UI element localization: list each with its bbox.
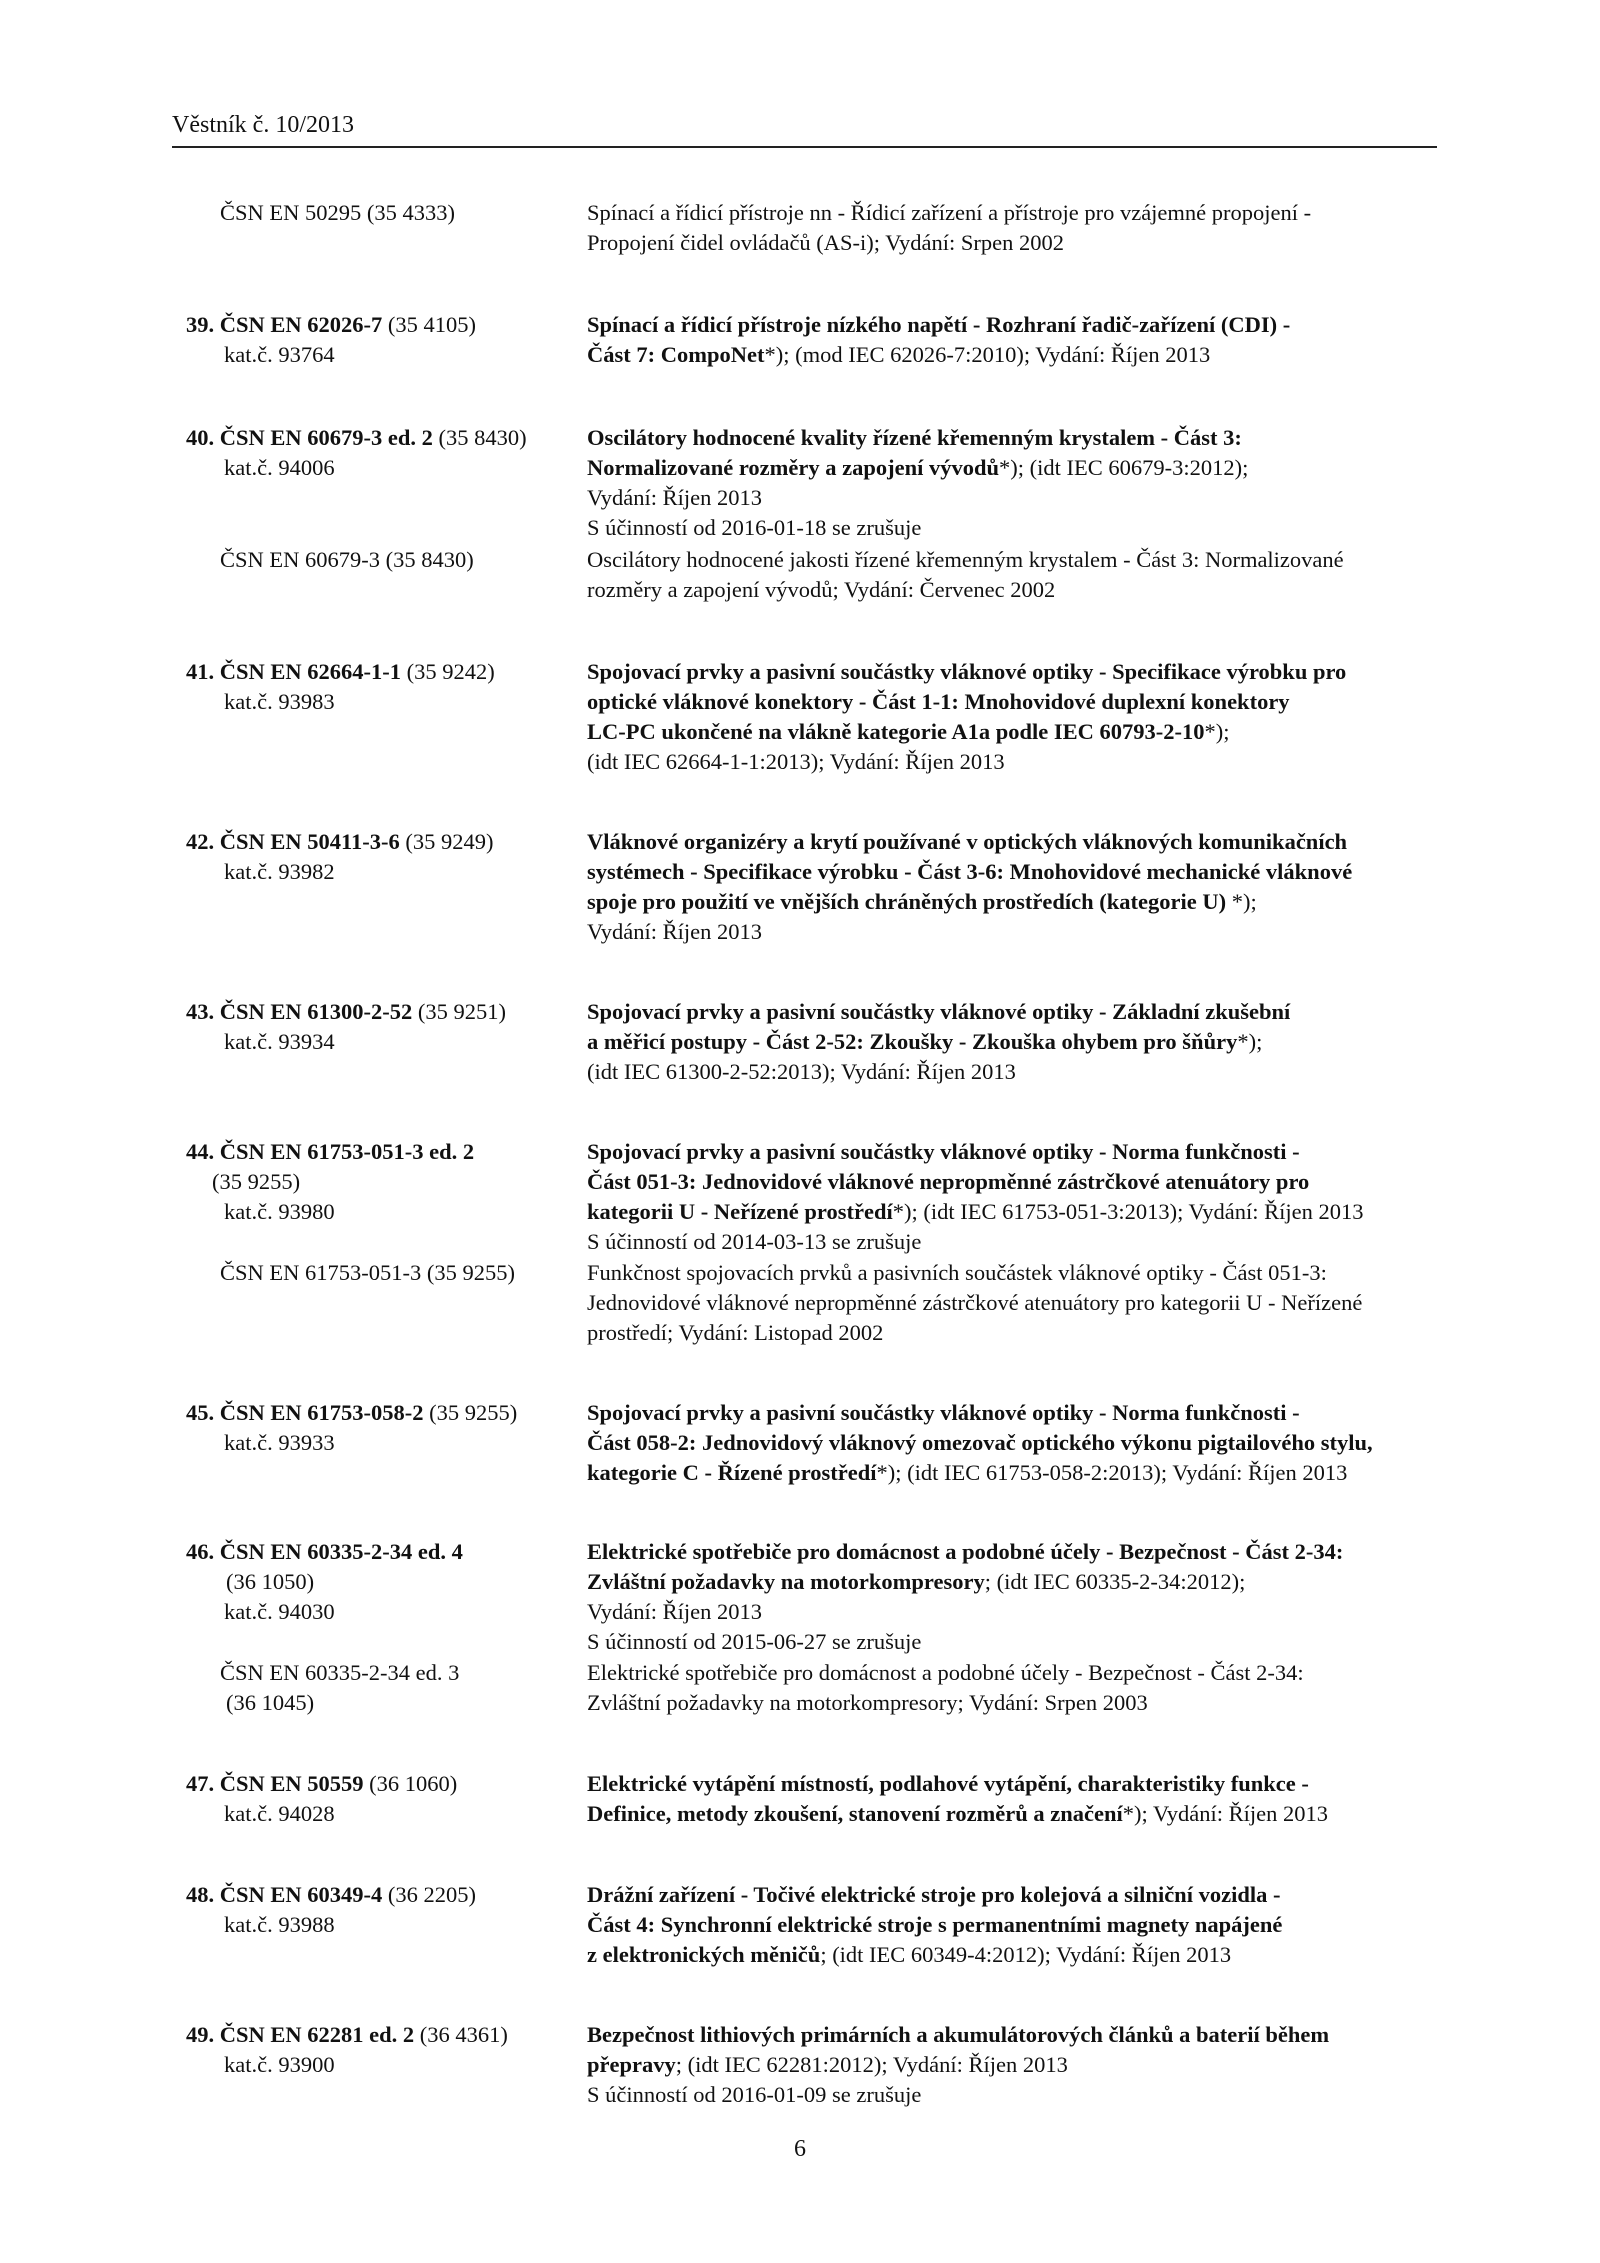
standard-info: *); Vydání: Říjen 2013 — [1122, 1801, 1328, 1826]
withdrawal-note: S účinností od 2016-01-18 se zrušuje — [587, 515, 922, 540]
class-code: (36 4361) — [419, 2022, 508, 2047]
entry-left — [186, 1137, 566, 1227]
page-number: 6 — [794, 2136, 806, 2162]
standard-title-line: Jednovidové vláknové nepropměnné zástrčkové atenuátory pro kategorii U - Neřízené — [587, 1290, 1363, 1315]
issue-date: Vydání: Říjen 2013 — [587, 485, 762, 510]
entry-left — [186, 2020, 566, 2080]
standard-title-line: a měřicí postupy - Část 2-52: Zkoušky - Zkouška ohybem pro šňůry — [587, 1029, 1238, 1054]
catalog-number: kat.č. 93900 — [224, 2052, 335, 2077]
issue-date: Vydání: Říjen 2013 — [587, 919, 762, 944]
entry-number: 48. — [186, 1882, 215, 1907]
issue-date: Vydání: Říjen 2013 — [587, 1599, 762, 1624]
standard-info: *); (idt IEC 61753-051-3:2013); Vydání: Říjen 2013 — [892, 1199, 1364, 1224]
class-code: (35 9242) — [406, 659, 495, 684]
entry-right — [587, 2020, 1447, 2110]
entry-left — [186, 997, 566, 1057]
catalog-number: kat.č. 93983 — [224, 689, 335, 714]
standard-title-line: Drážní zařízení - Točivé elektrické stroje pro kolejová a silniční vozidla - — [587, 1882, 1281, 1907]
entry-right — [587, 657, 1447, 777]
standard-title-line: Propojení čidel ovládačů (AS-i); Vydání: Srpen 2002 — [587, 230, 1065, 255]
entry-right — [587, 1769, 1447, 1829]
entry-number: 41. — [186, 659, 215, 684]
standard-title-line: kategorii U - Neřízené prostředí — [587, 1199, 893, 1224]
standard-code: ČSN EN 61753-051-3 (35 9255) — [220, 1260, 515, 1285]
standard-info: (idt IEC 62664-1-1:2013); Vydání: Říjen 2013 — [587, 749, 1005, 774]
standard-title-line: LC-PC ukončené na vlákně kategorie A1a podle IEC 60793-2-10 — [587, 719, 1205, 744]
standard-info: ; (idt IEC 62281:2012); Vydání: Říjen 2013 — [675, 2052, 1068, 2077]
class-code: (36 1045) — [226, 1690, 315, 1715]
standard-code: ČSN EN 60335-2-34 ed. 4 — [219, 1539, 463, 1564]
entry-number: 45. — [186, 1400, 215, 1425]
standard-title-line: Zvláštní požadavky na motorkompresory — [587, 1569, 985, 1594]
standard-title-line: Část 051-3: Jednovidové vláknové nepropměnné zástrčkové atenuátory pro — [587, 1169, 1310, 1194]
standard-code: ČSN EN 61753-051-3 ed. 2 — [219, 1139, 475, 1164]
entry-number: 47. — [186, 1771, 215, 1796]
catalog-number: kat.č. 93982 — [224, 859, 335, 884]
standard-code: ČSN EN 60679-3 (35 8430) — [220, 547, 474, 572]
entry-number: 39. — [186, 312, 215, 337]
class-code: (35 9251) — [417, 999, 507, 1024]
entry-number: 40. — [186, 425, 215, 450]
entry-right — [587, 545, 1447, 605]
standard-title-line: Elektrické spotřebiče pro domácnost a podobné účely - Bezpečnost - Část 2-34: — [587, 1539, 1344, 1564]
standard-code: ČSN EN 60349-4 — [219, 1882, 383, 1907]
standard-code: ČSN EN 62281 ed. 2 — [219, 2022, 415, 2047]
class-code: (35 8430) — [438, 425, 527, 450]
entry-right — [587, 1258, 1447, 1348]
entry-right — [587, 1880, 1447, 1970]
entry-right — [587, 997, 1447, 1087]
entry-left — [186, 423, 566, 483]
catalog-number: kat.č. 93764 — [224, 342, 335, 367]
standard-title-line: prostředí; Vydání: Listopad 2002 — [587, 1320, 884, 1345]
entry-right — [587, 1137, 1447, 1257]
entry-left — [220, 198, 600, 228]
entry-number: 49. — [186, 2022, 215, 2047]
standard-title-line: Elektrické vytápění místností, podlahové vytápění, charakteristiky funkce - — [587, 1771, 1309, 1796]
standard-title-line: Normalizované rozměry a zapojení vývodů — [587, 455, 1000, 480]
standard-info: ; (idt IEC 60335-2-34:2012); — [984, 1569, 1246, 1594]
standard-title-line: Spojovací prvky a pasivní součástky vláknové optiky - Základní zkušební — [587, 999, 1291, 1024]
class-code: (35 9255) — [212, 1169, 301, 1194]
standard-code: ČSN EN 50559 — [219, 1771, 364, 1796]
entry-number: 46. — [186, 1539, 215, 1564]
standard-title-line: přepravy — [587, 2052, 676, 2077]
standard-title-line: Vláknové organizéry a krytí používané v optických vláknových komunikačních — [587, 829, 1348, 854]
standard-info: *); (idt IEC 60679-3:2012); — [999, 455, 1249, 480]
withdrawal-note: S účinností od 2015-06-27 se zrušuje — [587, 1629, 922, 1654]
standard-code: ČSN EN 60679-3 ed. 2 — [219, 425, 433, 450]
standard-title-line: Spínací a řídicí přístroje nízkého napětí - Rozhraní řadič-zařízení (CDI) - — [587, 312, 1291, 337]
standard-info: *); — [1226, 889, 1257, 914]
entry-left — [220, 1258, 600, 1288]
standard-code: ČSN EN 62026-7 — [219, 312, 383, 337]
catalog-number: kat.č. 94028 — [224, 1801, 335, 1826]
standard-title-line: optické vláknové konektory - Část 1-1: Mnohovidové duplexní konektory — [587, 689, 1290, 714]
entry-right — [587, 827, 1447, 947]
entry-left — [186, 1880, 566, 1940]
standard-title-line: Definice, metody zkoušení, stanovení rozměrů a značení — [587, 1801, 1123, 1826]
standard-title-line: kategorie C - Řízené prostředí — [587, 1460, 877, 1485]
standard-title-line: spoje pro použití ve vnějších chráněných prostředích (kategorie U) — [587, 889, 1227, 914]
entry-right — [587, 1537, 1447, 1657]
class-code: (36 1060) — [369, 1771, 458, 1796]
standard-code: ČSN EN 60335-2-34 ed. 3 — [220, 1660, 460, 1685]
catalog-number: kat.č. 94006 — [224, 455, 335, 480]
class-code: (35 9255) — [429, 1400, 518, 1425]
catalog-number: kat.č. 93934 — [224, 1029, 335, 1054]
entry-right — [587, 198, 1447, 258]
entry-left — [186, 1398, 566, 1458]
standard-title-line: Bezpečnost lithiových primárních a akumulátorových článků a baterií během — [587, 2022, 1330, 2047]
catalog-number: kat.č. 94030 — [224, 1599, 335, 1624]
catalog-number: kat.č. 93980 — [224, 1199, 335, 1224]
class-code: (35 9249) — [405, 829, 494, 854]
standard-title-line: Elektrické spotřebiče pro domácnost a podobné účely - Bezpečnost - Část 2-34: — [587, 1660, 1304, 1685]
standard-title-line: Spojovací prvky a pasivní součástky vláknové optiky - Norma funkčnosti - — [587, 1400, 1300, 1425]
entry-right — [587, 1398, 1447, 1488]
entry-number: 44. — [186, 1139, 215, 1164]
class-code: (36 1050) — [226, 1569, 315, 1594]
entry-left — [220, 545, 600, 575]
entry-left — [186, 310, 566, 370]
standard-code: ČSN EN 61300-2-52 — [219, 999, 413, 1024]
entry-right — [587, 1658, 1447, 1718]
standard-title-line: Funkčnost spojovacích prvků a pasivních součástek vláknové optiky - Část 051-3: — [587, 1260, 1327, 1285]
standard-info: ; (idt IEC 60349-4:2012); Vydání: Říjen 2013 — [820, 1942, 1232, 1967]
standard-title-line: Zvláštní požadavky na motorkompresory; Vydání: Srpen 2003 — [587, 1690, 1148, 1715]
standard-title-line: Oscilátory hodnocené kvality řízené křemenným krystalem - Část 3: — [587, 425, 1242, 450]
standard-title-line: Oscilátory hodnocené jakosti řízené křemenným krystalem - Část 3: Normalizované — [587, 547, 1344, 572]
standard-info: *); (idt IEC 61753-058-2:2013); Vydání: Říjen 2013 — [876, 1460, 1348, 1485]
standard-title-line: Spínací a řídicí přístroje nn - Řídicí zařízení a přístroje pro vzájemné propojení - — [587, 200, 1312, 225]
standard-title-line: z elektronických měničů — [587, 1942, 821, 1967]
catalog-number: kat.č. 93988 — [224, 1912, 335, 1937]
entry-left — [186, 657, 566, 717]
withdrawal-note: S účinností od 2014-03-13 se zrušuje — [587, 1229, 922, 1254]
standard-title-line: Spojovací prvky a pasivní součástky vláknové optiky - Specifikace výrobku pro — [587, 659, 1347, 684]
standard-title-line: rozměry a zapojení vývodů; Vydání: Červenec 2002 — [587, 577, 1056, 602]
entry-left — [186, 1769, 566, 1829]
standard-title-line: Část 058-2: Jednovidový vláknový omezovač optického výkonu pigtailového stylu, — [587, 1430, 1373, 1455]
standard-code: ČSN EN 50295 (35 4333) — [220, 200, 455, 225]
withdrawal-note: S účinností od 2016-01-09 se zrušuje — [587, 2082, 922, 2107]
entry-left — [186, 827, 566, 887]
standard-code: ČSN EN 50411-3-6 — [219, 829, 400, 854]
standard-title-line: systémech - Specifikace výrobku - Část 3-6: Mnohovidové mechanické vláknové — [587, 859, 1353, 884]
standard-info: (idt IEC 61300-2-52:2013); Vydání: Říjen 2013 — [587, 1059, 1016, 1084]
entry-number: 42. — [186, 829, 215, 854]
entry-number: 43. — [186, 999, 215, 1024]
standard-code: ČSN EN 61753-058-2 — [219, 1400, 424, 1425]
standard-info: *); — [1237, 1029, 1263, 1054]
page-header — [172, 110, 1437, 148]
entry-right — [587, 423, 1447, 543]
entry-left — [186, 1537, 566, 1627]
class-code: (36 2205) — [387, 1882, 477, 1907]
journal-title: Věstník č. 10/2013 — [172, 112, 354, 138]
standard-title-line: Část 7: CompoNet — [587, 342, 765, 367]
catalog-number: kat.č. 93933 — [224, 1430, 335, 1455]
standard-code: ČSN EN 62664-1-1 — [219, 659, 402, 684]
class-code: (35 4105) — [387, 312, 477, 337]
entry-right — [587, 310, 1447, 370]
entry-left — [220, 1658, 600, 1718]
standard-info: *); — [1204, 719, 1230, 744]
standard-info: *); (mod IEC 62026-7:2010); Vydání: Říjen 2013 — [764, 342, 1211, 367]
standard-title-line: Spojovací prvky a pasivní součástky vláknové optiky - Norma funkčnosti - — [587, 1139, 1300, 1164]
standard-title-line: Část 4: Synchronní elektrické stroje s permanentními magnety napájené — [587, 1912, 1283, 1937]
